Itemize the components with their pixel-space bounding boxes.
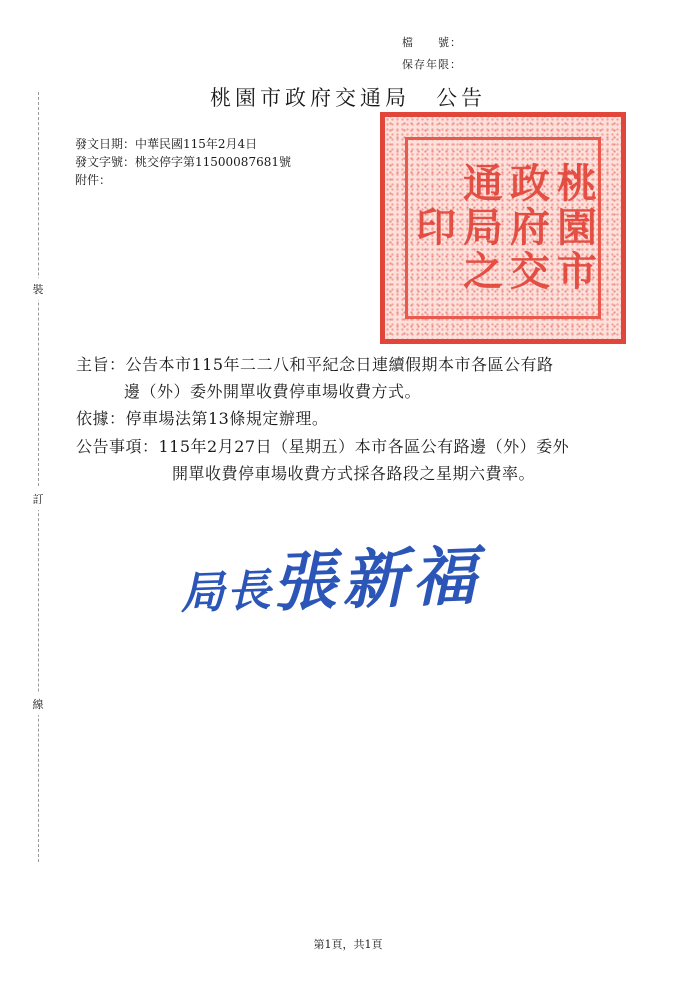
official-seal (380, 112, 626, 344)
seal-characters (409, 141, 597, 315)
seal-column: 桃園市 (550, 162, 598, 294)
notice-line-1: 公告事項：115年2月27日（星期五）本市各區公有路邊（外）委外 (76, 437, 570, 456)
binding-line (38, 92, 39, 862)
seal-column: 政府交 (503, 162, 551, 294)
binding-mark-bind: 裝 (30, 278, 46, 300)
agency-name: 桃園市政府交通局 (210, 86, 410, 110)
seal-column: 印 (409, 206, 457, 250)
retention-label: 保存年限： (402, 58, 462, 71)
document-title (0, 82, 696, 112)
file-number-label: 檔 號： (402, 36, 462, 49)
notice-line-2: 開單收費停車場收費方式採各路段之星期六費率。 (172, 464, 536, 483)
director-signature (178, 525, 483, 627)
signature-name: 張新福 (270, 539, 484, 622)
page-number: 第1頁，共1頁 (313, 938, 383, 951)
binding-mark-line: 線 (30, 693, 46, 715)
issue-date: 發文日期：中華民國115年2月4日 (75, 137, 258, 151)
subject-line-1: 主旨：公告本市115年二二八和平紀念日連續假期本市各區公有路 (76, 355, 554, 374)
binding-mark-staple: 訂 (30, 488, 46, 510)
attachment-label: 附件： (75, 173, 112, 187)
subject-line-2: 邊（外）委外開單收費停車場收費方式。 (124, 382, 422, 401)
signature-title: 局長 (179, 565, 274, 620)
seal-column: 通局之 (456, 162, 504, 294)
document-type: 公告 (436, 86, 486, 110)
reference-number: 發文字號：桃交停字第11500087681號 (75, 155, 291, 169)
basis-line: 依據：停車場法第13條規定辦理。 (76, 409, 329, 428)
